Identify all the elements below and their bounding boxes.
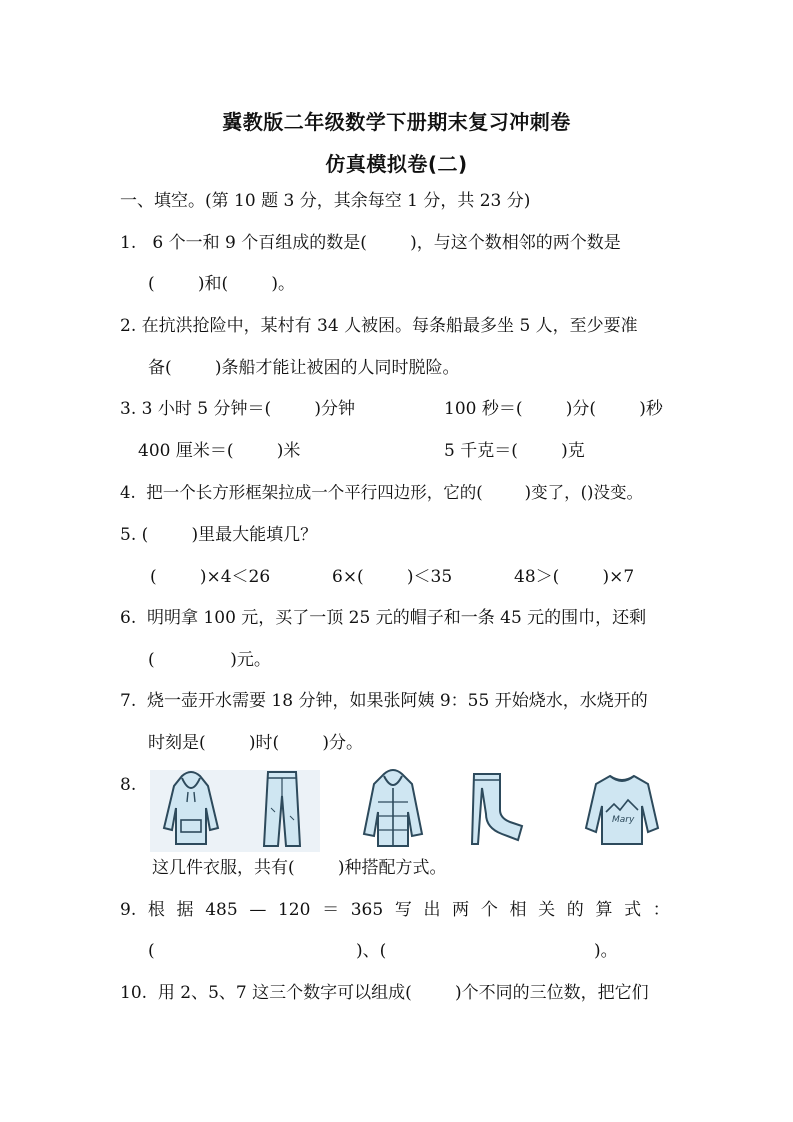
puffer-jacket-icon — [360, 768, 426, 850]
sweater-icon — [584, 770, 660, 848]
question-9-paren-close: )。 — [594, 941, 618, 961]
question-8-line-2: 这几件衣服，共有( )种搭配方式。 — [152, 858, 447, 878]
question-3-item-a: 3. 3 小时 5 分钟＝( )分钟 — [120, 399, 355, 419]
q9-word: 写 — [394, 900, 412, 920]
section-heading: 一、填空。(第 10 题 3 分，其余每空 1 分，共 23 分) — [120, 191, 531, 211]
question-8-number: 8. — [120, 775, 137, 795]
question-1-line-1: 1. 6 个一和 9 个百组成的数是( )，与这个数相邻的两个数是 — [120, 233, 621, 253]
q9-word: ＝ — [322, 900, 340, 920]
question-1-line-2: ( )和( )。 — [148, 274, 295, 294]
q9-word: 365 — [350, 900, 384, 920]
question-5-item-a: ( )×4＜26 — [150, 567, 271, 587]
q9-word: 出 — [423, 900, 441, 920]
q9-word: 个 — [480, 900, 498, 920]
question-7-line-1: 7. 烧一壶开水需要 18 分钟，如果张阿姨 9：55 开始烧水，水烧开的 — [120, 691, 648, 711]
question-9-paren-mid: )、( — [356, 941, 387, 961]
question-3-item-c: 400 厘米＝( )米 — [138, 441, 301, 461]
q9-word: 据 — [176, 900, 194, 920]
q9-word: 相 — [509, 900, 527, 920]
question-4-line-1: 4. 把一个长方形框架拉成一个平行四边形，它的( )变了，()没变。 — [120, 483, 643, 502]
question-9-paren-open: ( — [148, 941, 155, 961]
q9-word: 式 — [624, 900, 642, 920]
question-3-item-b: 100 秒＝( )分( )秒 — [444, 399, 663, 419]
hoodie-icon — [160, 768, 222, 848]
question-7-line-2: 时刻是( )时( )分。 — [148, 733, 363, 753]
sweater-print-text: Mary — [612, 815, 635, 825]
page-subtitle: 仿真模拟卷(二) — [325, 152, 468, 176]
question-3-item-d: 5 千克＝( )克 — [444, 441, 585, 461]
q9-word: 关 — [538, 900, 556, 920]
q9-word: ： — [652, 900, 670, 920]
page-title: 冀教版二年级数学下册期末复习冲刺卷 — [222, 110, 571, 134]
q9-word: 根 — [147, 900, 165, 920]
trousers-icon — [470, 770, 526, 848]
q9-word: 算 — [595, 900, 613, 920]
question-9-line-1 — [120, 899, 670, 921]
question-10-line-1: 10. 用 2、5、7 这三个数字可以组成( )个不同的三位数，把它们 — [120, 983, 649, 1003]
question-5-item-b: 6×( )＜35 — [332, 567, 453, 587]
q9-word: 两 — [452, 900, 470, 920]
q9-word: 9. — [120, 900, 137, 920]
question-6-line-2: ( )元。 — [148, 650, 271, 670]
question-5-item-c: 48＞( )×7 — [514, 567, 635, 587]
q9-word: 120 — [277, 900, 311, 920]
question-6-line-1: 6. 明明拿 100 元，买了一顶 25 元的帽子和一条 45 元的围巾，还剩 — [120, 608, 647, 628]
q9-word: 485 — [205, 900, 238, 920]
q9-word: 的 — [566, 900, 584, 920]
q9-word: — — [249, 900, 267, 920]
question-2-line-2: 备( )条船才能让被困的人同时脱险。 — [148, 358, 460, 378]
jeans-icon — [262, 768, 302, 848]
question-5-line-1: 5. ( )里最大能填几？ — [120, 525, 318, 545]
question-2-line-1: 2. 在抗洪抢险中，某村有 34 人被困。每条船最多坐 5 人，至少要准 — [120, 316, 638, 336]
